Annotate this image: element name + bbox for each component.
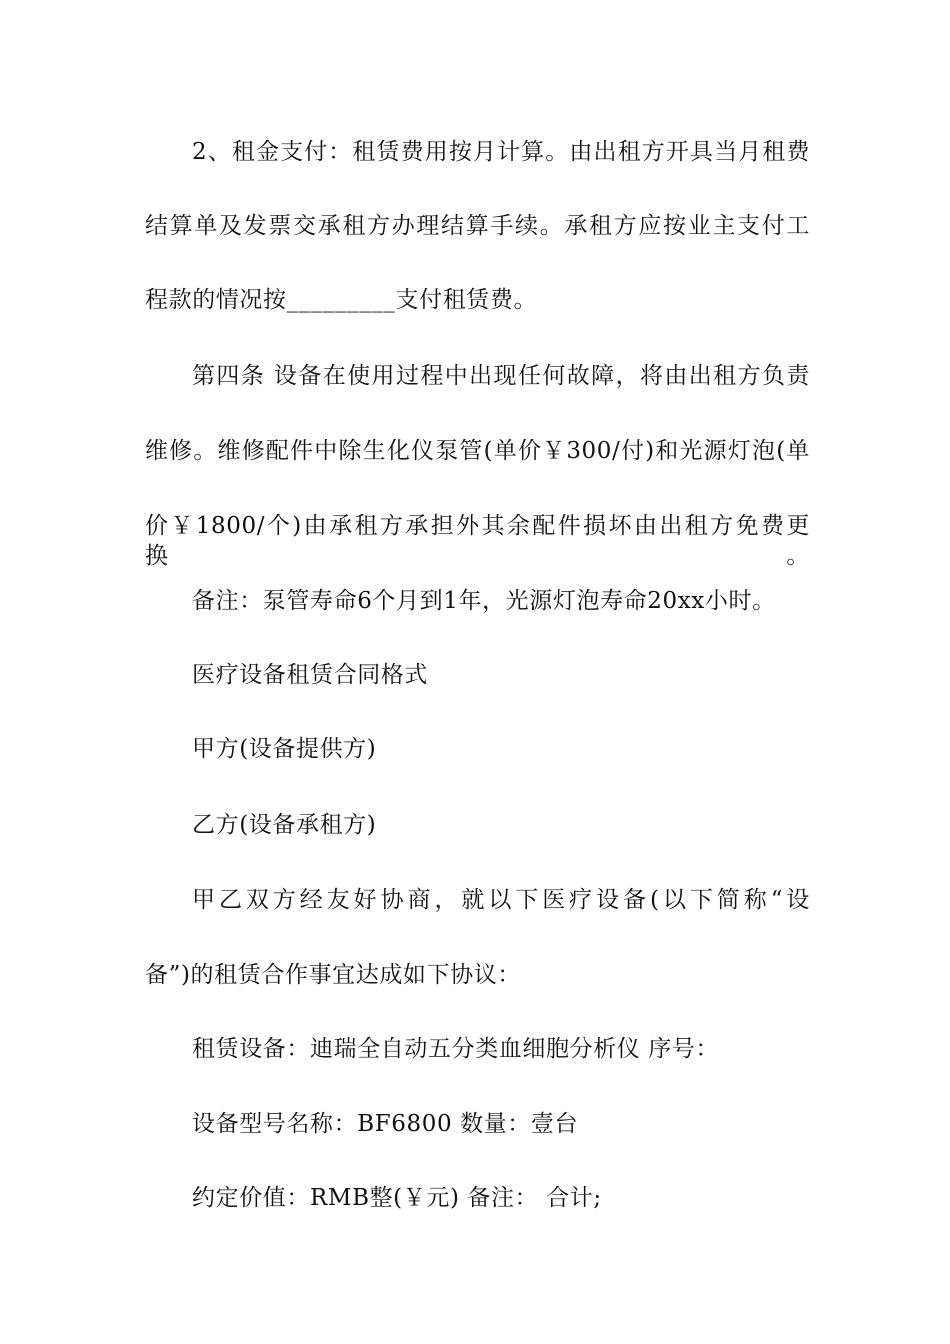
- agreed-value-line: 约定价值：RMB整(￥元) 备注： 合计;: [192, 1185, 602, 1211]
- paragraph-rent-payment-line-1: 2、租金支付：租赁费用按月计算。由出租方开具当月租费: [192, 139, 810, 165]
- party-a-line: 甲方(设备提供方): [192, 736, 377, 762]
- paragraph-note-lifespan: 备注：泵管寿命6个月到1年，光源灯泡寿命20xx小时。: [192, 588, 776, 614]
- paragraph-article-four-line-1: 第四条 设备在使用过程中出现任何故障，将由出租方负责: [192, 363, 810, 389]
- heading-contract-format: 医疗设备租赁合同格式: [192, 662, 428, 688]
- paragraph-article-four-line-3: 价￥1800/个)由承租方承担外其余配件损坏由出租方免费更换。: [145, 513, 810, 569]
- paragraph-article-four-line-2: 维修。维修配件中除生化仪泵管(单价￥300/付)和光源灯泡(单: [145, 438, 810, 464]
- party-b-line: 乙方(设备承租方): [192, 812, 377, 838]
- leased-equipment-line: 租赁设备：迪瑞全自动五分类血细胞分析仪 序号：: [192, 1036, 720, 1062]
- paragraph-agreement-line-2: 备”)的租赁合作事宜达成如下协议：: [145, 962, 521, 988]
- equipment-model-line: 设备型号名称：BF6800 数量：壹台: [192, 1111, 579, 1137]
- paragraph-rent-payment-line-3: 程款的情况按_________支付租赁费。: [145, 287, 538, 313]
- paragraph-rent-payment-line-2: 结算单及发票交承租方办理结算手续。承租方应按业主支付工: [145, 213, 810, 239]
- paragraph-agreement-line-1: 甲乙双方经友好协商，就以下医疗设备(以下简称“设: [192, 887, 810, 913]
